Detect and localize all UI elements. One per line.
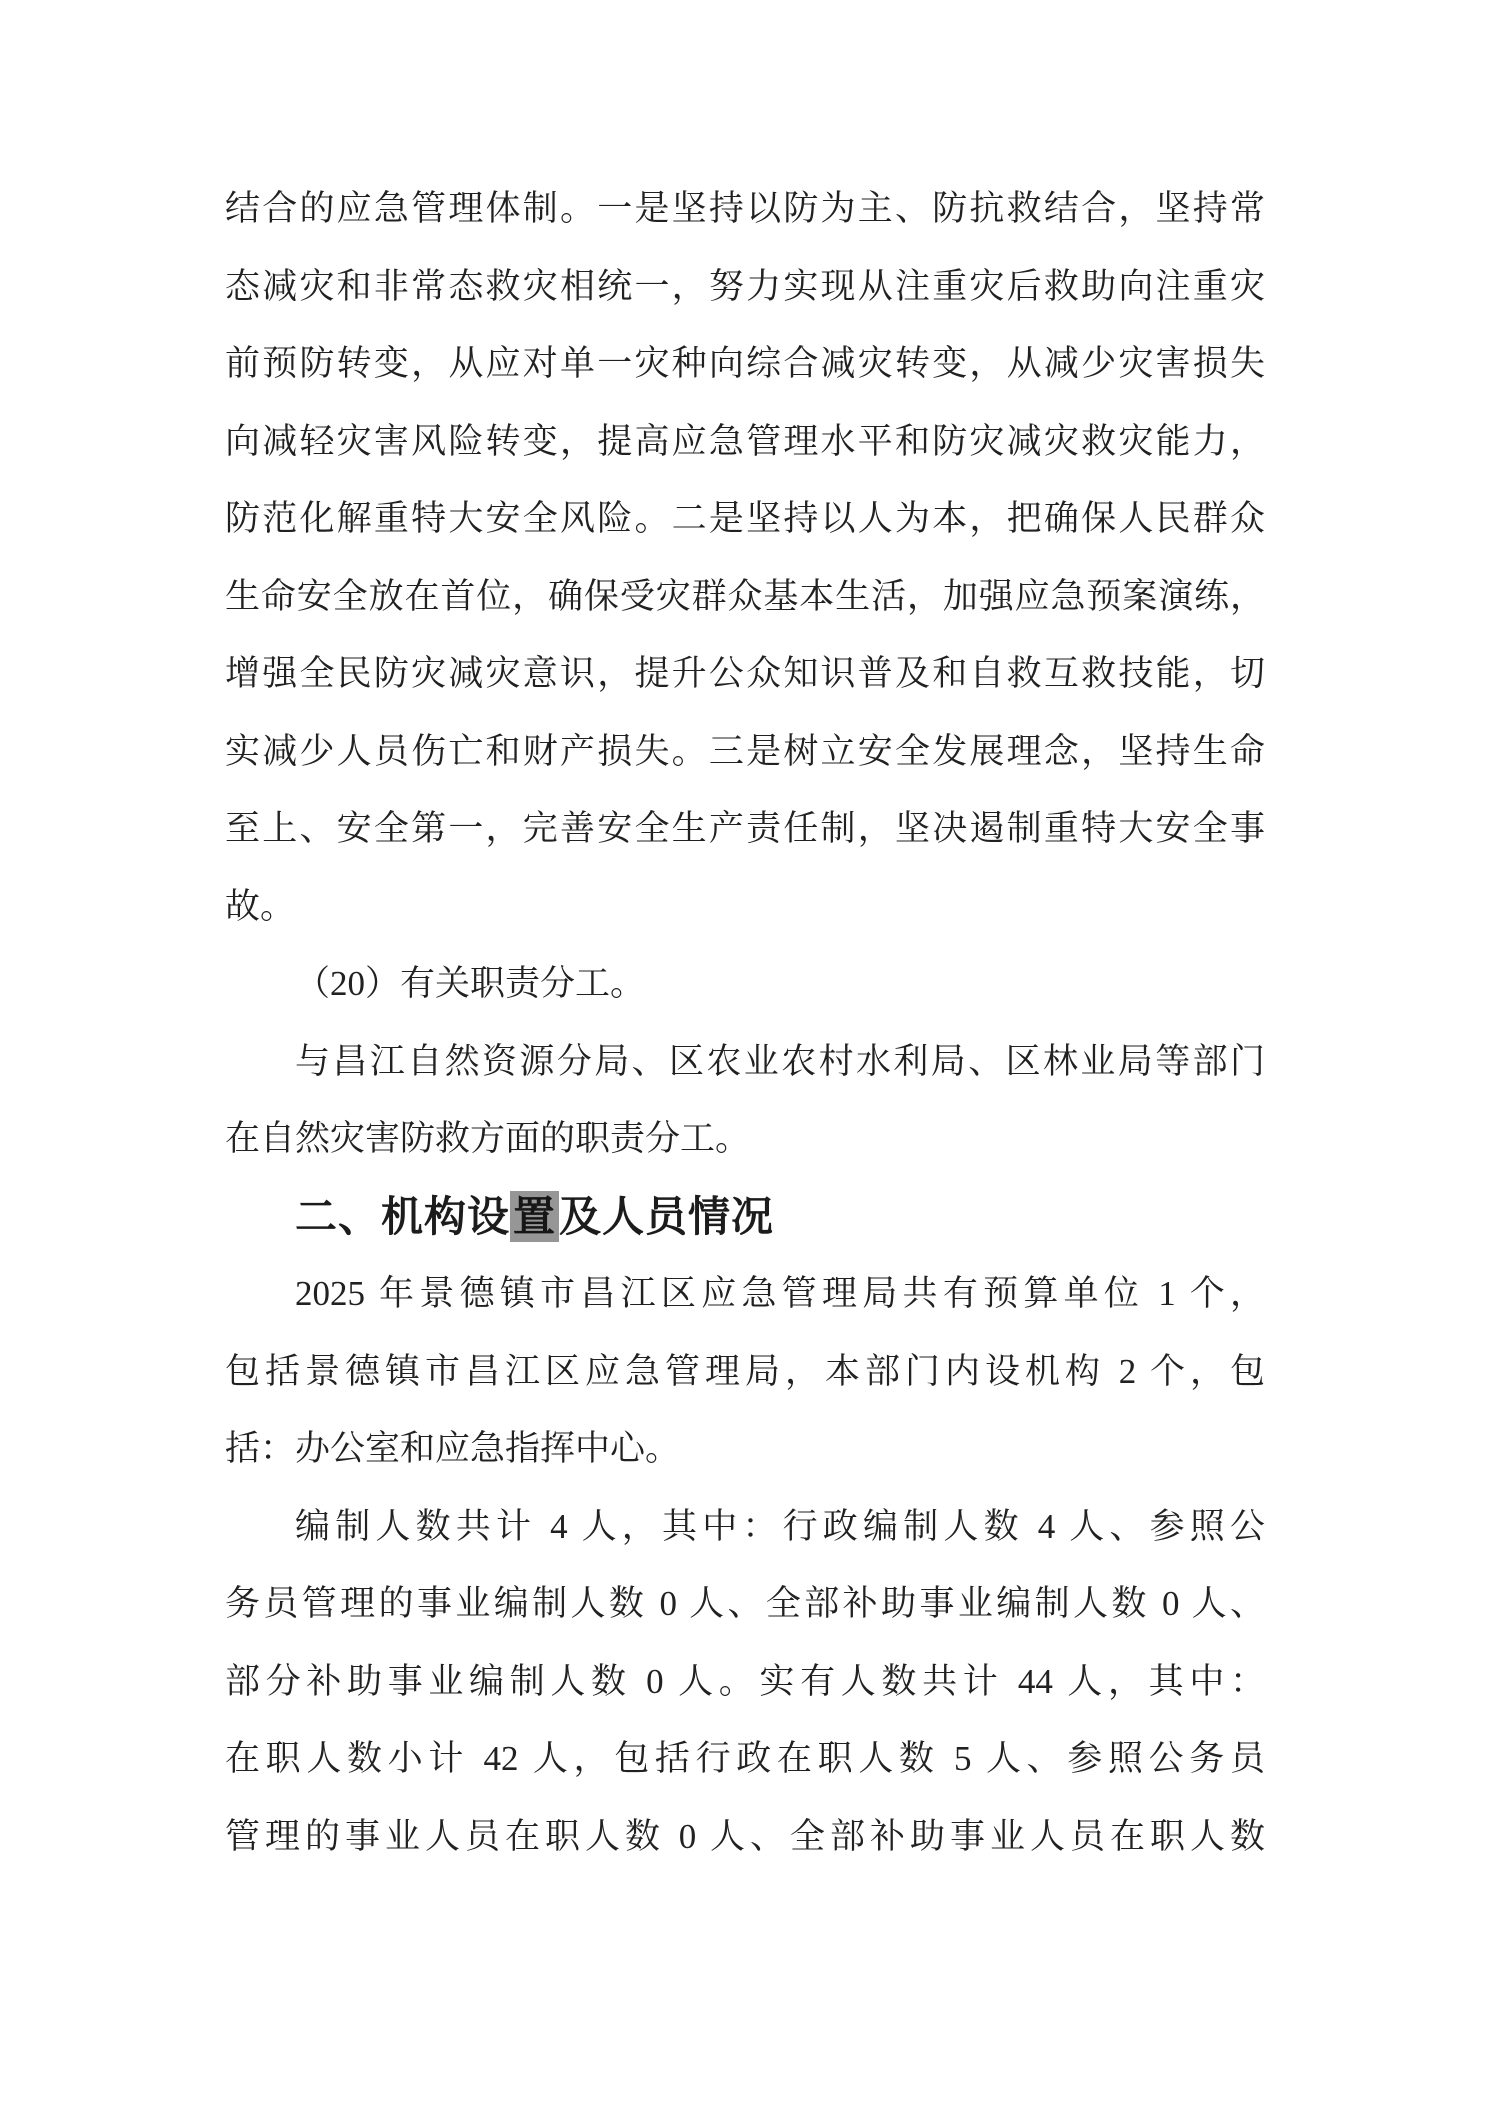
body-line: 实减少人员伤亡和财产损失。三是树立安全发展理念，坚持生命 <box>225 731 1265 771</box>
body-line: 结合的应急管理体制。一是坚持以防为主、防抗救结合，坚持常 <box>225 189 1265 228</box>
body-line: 向减轻灾害风险转变，提高应急管理水平和防灾减灾救灾能力， <box>225 421 1265 461</box>
body-line: 在自然灾害防救方面的职责分工。 <box>225 1119 751 1158</box>
body-line: 2025 年景德镇市昌江区应急管理局共有预算单位 1 个， <box>295 1274 1265 1313</box>
body-line: 包括景德镇市昌江区应急管理局，本部门内设机构 2 个，包 <box>225 1351 1265 1391</box>
body-line: 部分补助事业编制人数 0 人。实有人数共计 44 人，其中： <box>225 1661 1265 1701</box>
body-line: 管理的事业人员在职人数 0 人、全部补助事业人员在职人数 <box>225 1816 1265 1856</box>
body-line: 至上、安全第一，完善安全生产责任制，坚决遏制重特大安全事 <box>225 809 1265 848</box>
body-line: 与昌江自然资源分局、区农业农村水利局、区林业局等部门 <box>295 1041 1265 1081</box>
body-line: 在职人数小计 42 人，包括行政在职人数 5 人、参照公务员 <box>225 1739 1265 1778</box>
heading-highlighted-char: 置 <box>510 1191 559 1242</box>
body-line: 故。 <box>225 886 296 926</box>
body-line: 括：办公室和应急指挥中心。 <box>225 1429 681 1468</box>
body-line-subsection-20: （20）有关职责分工。 <box>295 964 646 1003</box>
body-line: 编制人数共计 4 人，其中：行政编制人数 4 人、参照公 <box>295 1506 1265 1546</box>
body-line: 增强全民防灾减灾意识，提升公众知识普及和自救互救技能，切 <box>225 654 1265 693</box>
heading-text-pre: 二、机构设 <box>295 1192 511 1240</box>
body-line: 生命安全放在首位，确保受灾群众基本生活，加强应急预案演练， <box>225 576 1265 616</box>
body-line: 防范化解重特大安全风险。二是坚持以人为本，把确保人民群众 <box>225 499 1265 538</box>
heading-text-post: 及人员情况 <box>559 1192 775 1240</box>
body-line: 态减灾和非常态救灾相统一，努力实现从注重灾后救助向注重灾 <box>225 266 1265 306</box>
body-line: 务员管理的事业编制人数 0 人、全部补助事业编制人数 0 人、 <box>225 1584 1265 1623</box>
section-heading <box>225 1178 1265 1256</box>
body-line: 前预防转变，从应对单一灾种向综合减灾转变，从减少灾害损失 <box>225 344 1265 383</box>
